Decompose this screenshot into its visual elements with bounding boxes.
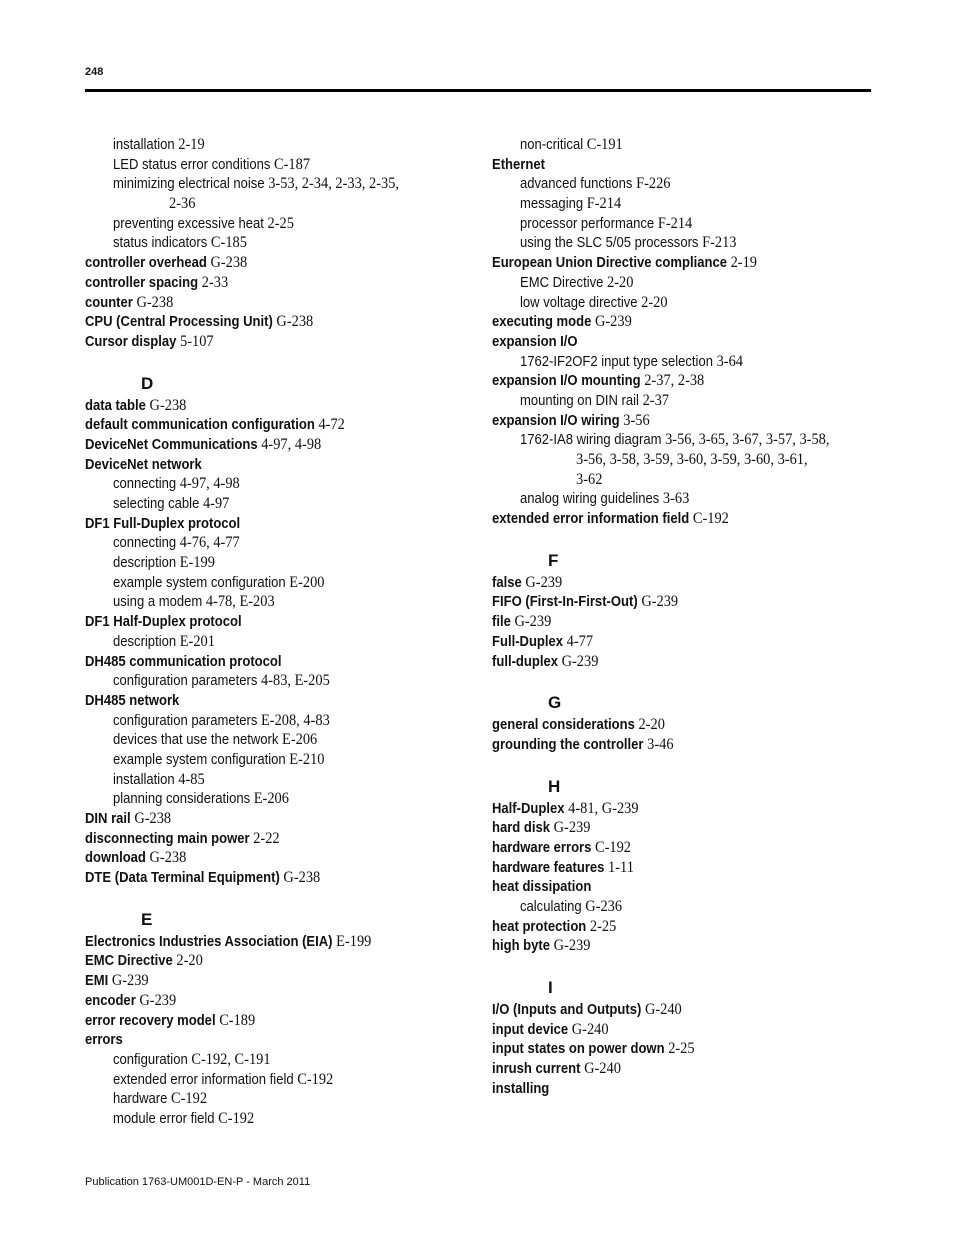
index-entry bbox=[492, 371, 872, 391]
index-subentry bbox=[492, 135, 872, 155]
index-term: example system configuration bbox=[113, 574, 286, 591]
index-term: grounding the controller bbox=[492, 736, 644, 753]
index-term: EMC Directive bbox=[85, 953, 173, 970]
index-subentry bbox=[85, 533, 465, 553]
page-reference: 2-19 bbox=[178, 136, 205, 153]
index-term: using the SLC 5/05 processors bbox=[520, 235, 699, 252]
page-reference: 2-19 bbox=[730, 254, 757, 272]
index-term: module error field bbox=[113, 1110, 215, 1127]
index-entry bbox=[85, 312, 465, 332]
index-term: file bbox=[492, 614, 511, 631]
index-entry bbox=[85, 848, 465, 868]
index-entry bbox=[492, 332, 872, 352]
page-reference: C-192 bbox=[297, 1070, 334, 1088]
index-subentry bbox=[85, 174, 465, 194]
index-entry bbox=[492, 1039, 872, 1059]
page-reference: 4-77 bbox=[566, 632, 594, 650]
page-reference: 2-33 bbox=[201, 273, 229, 291]
index-entry bbox=[85, 991, 465, 1011]
index-entry bbox=[492, 573, 872, 593]
page-reference: 3-56, 3-58, 3-59, 3-60, 3-59, 3-60, 3-61, bbox=[576, 451, 808, 468]
index-entry bbox=[85, 273, 465, 293]
index-continuation bbox=[492, 470, 872, 490]
index-entry bbox=[85, 1030, 465, 1050]
index-subentry bbox=[492, 391, 872, 411]
page-reference: G-239 bbox=[594, 313, 632, 331]
index-term: expansion I/O wiring bbox=[492, 412, 620, 429]
index-subentry bbox=[85, 1070, 465, 1090]
index-column-right bbox=[492, 135, 872, 1099]
index-term: data table bbox=[85, 397, 146, 414]
index-subentry bbox=[85, 553, 465, 573]
index-entry bbox=[492, 1079, 872, 1099]
index-term: input device bbox=[492, 1021, 569, 1038]
index-entry bbox=[492, 735, 872, 755]
page-reference: G-239 bbox=[641, 593, 679, 611]
page-reference: 4-72 bbox=[318, 416, 345, 434]
index-entry bbox=[492, 838, 872, 858]
index-term: configuration parameters bbox=[113, 712, 258, 729]
index-term: description bbox=[113, 555, 177, 572]
index-term: advanced functions bbox=[520, 176, 633, 193]
index-term: extended error information field bbox=[113, 1071, 294, 1088]
page-reference: 4-97, 4-98 bbox=[179, 475, 240, 493]
index-term: low voltage directive bbox=[520, 294, 638, 311]
index-entry bbox=[85, 829, 465, 849]
page-reference: F-213 bbox=[702, 234, 737, 252]
page-reference: G-238 bbox=[134, 810, 172, 827]
page-reference: 2-20 bbox=[641, 293, 668, 311]
index-term: controller overhead bbox=[85, 255, 207, 272]
index-entry bbox=[492, 312, 872, 332]
index-subentry bbox=[85, 474, 465, 494]
page-reference: 3-62 bbox=[576, 470, 603, 488]
index-entry bbox=[85, 514, 465, 534]
index-entry bbox=[492, 1059, 872, 1079]
index-entry bbox=[492, 612, 872, 632]
index-subentry bbox=[492, 489, 872, 509]
index-term: configuration bbox=[113, 1051, 188, 1068]
index-subentry bbox=[85, 750, 465, 770]
index-subentry bbox=[492, 430, 872, 450]
page-reference: 4-76, 4-77 bbox=[179, 534, 240, 552]
page-reference: 4-97, 4-98 bbox=[261, 435, 322, 453]
page-reference: G-238 bbox=[149, 849, 187, 867]
page-reference: G-239 bbox=[553, 819, 591, 837]
header-rule bbox=[85, 89, 871, 92]
index-entry bbox=[492, 592, 872, 612]
page-reference: 2-25 bbox=[589, 917, 617, 935]
page-reference: E-199 bbox=[179, 554, 215, 572]
index-term: Cursor display bbox=[85, 333, 177, 350]
page-reference: 2-20 bbox=[638, 716, 665, 734]
footer-publication: Publication 1763-UM001D-EN-P - March 2011 bbox=[85, 1176, 311, 1188]
index-term: download bbox=[85, 850, 146, 867]
page-reference: 2-37, 2-38 bbox=[644, 372, 705, 390]
page-reference: E-201 bbox=[179, 632, 215, 650]
index-term: EMC Directive bbox=[520, 274, 604, 291]
index-term: DIN rail bbox=[85, 811, 131, 827]
index-entry bbox=[492, 1000, 872, 1020]
index-term: error recovery model bbox=[85, 1012, 216, 1029]
index-term: I/O (Inputs and Outputs) bbox=[492, 1002, 642, 1019]
index-term: non-critical bbox=[520, 137, 584, 153]
page-reference: 2-22 bbox=[253, 829, 280, 847]
page-reference: G-239 bbox=[561, 652, 599, 670]
index-entry bbox=[85, 809, 465, 829]
page-reference: G-240 bbox=[571, 1020, 609, 1038]
index-term: Ethernet bbox=[492, 156, 545, 173]
index-subentry bbox=[85, 214, 465, 234]
index-term: status indicators bbox=[113, 235, 208, 252]
index-term: heat dissipation bbox=[492, 879, 592, 896]
page-reference: 3-64 bbox=[716, 352, 743, 370]
index-term: hard disk bbox=[492, 820, 551, 837]
index-term: heat protection bbox=[492, 918, 587, 935]
page-reference: 2-20 bbox=[607, 273, 634, 291]
page-reference: C-187 bbox=[274, 155, 311, 173]
index-entry bbox=[85, 868, 465, 888]
page-reference: E-200 bbox=[289, 573, 325, 591]
page-reference: G-238 bbox=[276, 313, 314, 331]
index-term: installation bbox=[113, 771, 175, 788]
index-term: European Union Directive compliance bbox=[492, 255, 727, 272]
page-reference: 4-81, G-239 bbox=[568, 799, 639, 817]
page-reference: 3-53, 2-34, 2-33, 2-35, bbox=[268, 175, 399, 193]
page-reference: F-214 bbox=[657, 214, 693, 232]
page-reference: G-236 bbox=[585, 898, 623, 915]
index-subentry bbox=[492, 897, 872, 917]
index-term: mounting on DIN rail bbox=[520, 392, 639, 409]
page-reference: E-210 bbox=[289, 750, 325, 768]
page-reference: 3-56 bbox=[623, 411, 650, 429]
page-reference: G-238 bbox=[210, 254, 248, 272]
page-reference: G-239 bbox=[139, 991, 177, 1009]
index-term: CPU (Central Processing Unit) bbox=[85, 314, 273, 331]
index-entry bbox=[492, 877, 872, 897]
index-term: DH485 communication protocol bbox=[85, 653, 282, 670]
page-reference: G-240 bbox=[584, 1060, 621, 1078]
index-entry bbox=[85, 396, 465, 416]
index-term: errors bbox=[85, 1032, 123, 1049]
index-continuation bbox=[85, 194, 465, 214]
index-entry bbox=[85, 455, 465, 475]
index-term: default communication configuration bbox=[85, 417, 315, 434]
index-subentry bbox=[85, 789, 465, 809]
index-subentry bbox=[85, 135, 465, 155]
index-term: minimizing electrical noise bbox=[113, 176, 265, 193]
index-entry bbox=[85, 652, 465, 672]
index-term: hardware features bbox=[492, 859, 605, 876]
page-reference: 2-25 bbox=[668, 1040, 695, 1058]
page-reference: 2-36 bbox=[169, 195, 196, 213]
index-entry bbox=[492, 253, 872, 273]
index-subentry bbox=[85, 730, 465, 750]
index-subentry bbox=[492, 233, 872, 253]
page-reference: E-206 bbox=[282, 731, 318, 749]
index-subentry bbox=[85, 155, 465, 175]
index-term: Full-Duplex bbox=[492, 633, 564, 650]
index-term: DeviceNet Communications bbox=[85, 436, 258, 453]
page-reference: 2-20 bbox=[176, 952, 203, 970]
index-term: executing mode bbox=[492, 314, 592, 331]
page-reference: F-214 bbox=[586, 195, 622, 213]
index-subentry bbox=[492, 293, 872, 313]
page-reference: C-191 bbox=[586, 136, 623, 153]
page-reference: C-192 bbox=[595, 838, 632, 856]
index-section-letter: I bbox=[548, 978, 553, 998]
index-term: input states on power down bbox=[492, 1041, 665, 1058]
index-term: expansion I/O mounting bbox=[492, 373, 641, 390]
index-section-letter: G bbox=[548, 693, 562, 713]
index-term: full-duplex bbox=[492, 653, 558, 670]
index-term: Half-Duplex bbox=[492, 800, 565, 817]
index-term: hardware errors bbox=[492, 839, 592, 856]
page-reference: C-192 bbox=[171, 1090, 208, 1108]
page-reference: E-208, 4-83 bbox=[260, 711, 330, 729]
page-number: 248 bbox=[85, 66, 104, 78]
index-section-letter: D bbox=[141, 373, 154, 393]
page-reference: G-238 bbox=[136, 293, 174, 311]
index-entry bbox=[492, 509, 872, 529]
index-term: processor performance bbox=[520, 215, 655, 232]
page-reference: G-239 bbox=[111, 972, 149, 990]
index-term: selecting cable bbox=[113, 496, 200, 512]
index-term: calculating bbox=[520, 899, 582, 915]
index-term: LED status error conditions bbox=[113, 156, 271, 173]
index-entry bbox=[85, 415, 465, 435]
index-subentry bbox=[85, 573, 465, 593]
index-entry bbox=[492, 652, 872, 672]
index-entry bbox=[85, 435, 465, 455]
page-reference: 4-83, E-205 bbox=[260, 672, 330, 690]
page-reference: 1-11 bbox=[608, 858, 634, 876]
page-reference: G-238 bbox=[149, 396, 187, 414]
page-reference: E-206 bbox=[253, 790, 289, 808]
index-entry bbox=[492, 936, 872, 956]
index-term: 1762-IA8 wiring diagram bbox=[520, 432, 662, 449]
index-term: DH485 network bbox=[85, 692, 180, 709]
index-entry bbox=[85, 951, 465, 971]
index-section-letter: F bbox=[548, 550, 559, 570]
page-reference: E-199 bbox=[336, 932, 372, 950]
index-subentry bbox=[492, 273, 872, 293]
index-entry bbox=[85, 612, 465, 632]
index-entry bbox=[85, 1011, 465, 1031]
index-term: EMI bbox=[85, 973, 109, 990]
index-term: expansion I/O bbox=[492, 333, 578, 350]
index-entry bbox=[85, 293, 465, 313]
page-reference: C-192 bbox=[218, 1109, 255, 1127]
index-term: messaging bbox=[520, 196, 584, 213]
index-term: 1762-IF2OF2 input type selection bbox=[520, 353, 713, 370]
index-term: DF1 Half-Duplex protocol bbox=[85, 614, 242, 631]
index-column-left bbox=[85, 135, 465, 1129]
index-term: FIFO (First-In-First-Out) bbox=[492, 594, 638, 611]
index-term: DF1 Full-Duplex protocol bbox=[85, 515, 241, 532]
index-term: disconnecting main power bbox=[85, 830, 250, 847]
index-term: connecting bbox=[113, 535, 177, 552]
index-subentry bbox=[85, 632, 465, 652]
index-entry bbox=[492, 632, 872, 652]
page-reference: G-239 bbox=[553, 937, 591, 955]
index-subentry bbox=[492, 194, 872, 214]
index-term: configuration parameters bbox=[113, 673, 258, 690]
index-entry bbox=[492, 917, 872, 937]
index-term: DTE (Data Terminal Equipment) bbox=[85, 870, 280, 887]
index-subentry bbox=[492, 352, 872, 372]
index-subentry bbox=[85, 1109, 465, 1129]
index-term: encoder bbox=[85, 992, 136, 1009]
page-reference: 4-78, E-203 bbox=[205, 593, 275, 611]
page-reference: C-185 bbox=[210, 234, 247, 252]
page-reference: 4-97 bbox=[202, 495, 230, 512]
page-reference: 3-46 bbox=[647, 735, 674, 753]
index-term: using a modem bbox=[113, 594, 203, 611]
index-term: connecting bbox=[113, 476, 177, 493]
index-term: inrush current bbox=[492, 1061, 581, 1078]
index-subentry bbox=[85, 1089, 465, 1109]
index-subentry bbox=[492, 214, 872, 234]
index-entry bbox=[85, 332, 465, 352]
index-entry bbox=[492, 818, 872, 838]
index-subentry bbox=[85, 233, 465, 253]
page-reference: G-239 bbox=[525, 573, 563, 591]
index-term: extended error information field bbox=[492, 511, 690, 528]
page-reference: G-239 bbox=[514, 613, 552, 631]
index-subentry bbox=[85, 1050, 465, 1070]
page-reference: 2-25 bbox=[267, 214, 294, 232]
index-term: preventing excessive heat bbox=[113, 215, 264, 232]
page-reference: 4-85 bbox=[178, 770, 205, 788]
page-reference: 3-56, 3-65, 3-67, 3-57, 3-58, bbox=[665, 431, 830, 449]
page-reference: 2-37 bbox=[642, 391, 669, 409]
index-continuation bbox=[492, 450, 872, 470]
index-term: devices that use the network bbox=[113, 732, 279, 749]
index-section-letter: H bbox=[548, 776, 561, 796]
index-entry bbox=[85, 971, 465, 991]
index-subentry bbox=[492, 174, 872, 194]
index-entry bbox=[492, 799, 872, 819]
index-term: high byte bbox=[492, 938, 551, 955]
index-entry bbox=[492, 715, 872, 735]
index-section-letter: E bbox=[141, 909, 153, 929]
page-reference: F-226 bbox=[636, 175, 671, 193]
index-subentry bbox=[85, 711, 465, 731]
page-reference: 3-63 bbox=[662, 490, 690, 508]
page-reference: G-240 bbox=[644, 1001, 682, 1019]
page-reference: C-192 bbox=[692, 510, 729, 528]
index-term: general considerations bbox=[492, 717, 635, 734]
index-entry bbox=[492, 155, 872, 175]
index-term: description bbox=[113, 633, 177, 650]
index-term: counter bbox=[85, 294, 133, 311]
index-term: false bbox=[492, 574, 522, 591]
page-reference: G-238 bbox=[283, 869, 321, 887]
index-term: controller spacing bbox=[85, 274, 199, 291]
index-entry bbox=[85, 932, 465, 952]
index-entry bbox=[492, 858, 872, 878]
index-entry bbox=[492, 411, 872, 431]
index-subentry bbox=[85, 770, 465, 790]
index-term: planning considerations bbox=[113, 791, 251, 808]
page-reference: C-192, C-191 bbox=[191, 1050, 271, 1068]
index-term: DeviceNet network bbox=[85, 456, 202, 473]
index-term: Electronics Industries Association (EIA) bbox=[85, 933, 333, 950]
index-subentry bbox=[85, 671, 465, 691]
index-entry bbox=[85, 253, 465, 273]
page-reference: 5-107 bbox=[180, 332, 214, 350]
index-term: installation bbox=[113, 137, 175, 153]
index-subentry bbox=[85, 494, 465, 514]
page-reference: C-189 bbox=[219, 1011, 256, 1029]
index-term: analog wiring guidelines bbox=[520, 491, 660, 508]
index-entry bbox=[492, 1020, 872, 1040]
index-subentry bbox=[85, 592, 465, 612]
index-term: example system configuration bbox=[113, 751, 286, 768]
index-term: hardware bbox=[113, 1091, 168, 1108]
index-entry bbox=[85, 691, 465, 711]
index-term: installing bbox=[492, 1080, 550, 1097]
